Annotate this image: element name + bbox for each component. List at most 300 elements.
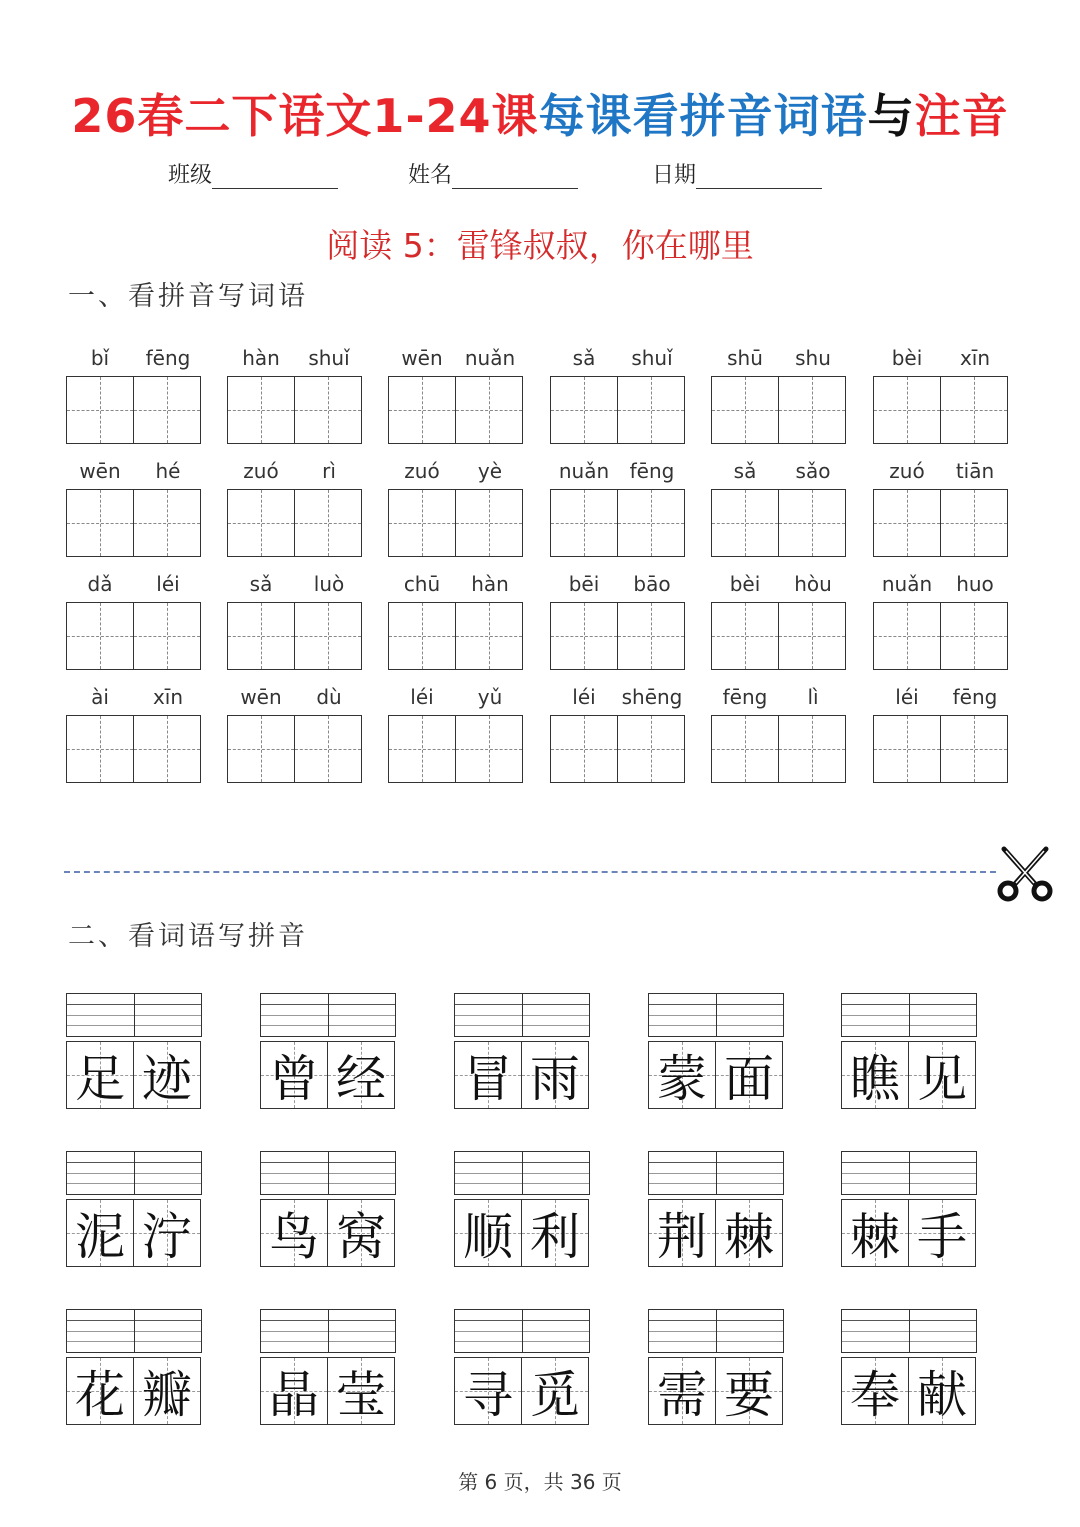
character: 蒙 <box>657 1050 707 1108</box>
character-cell <box>648 1041 716 1109</box>
pinyin-writing-cell[interactable] <box>909 994 977 1036</box>
tianzige <box>873 489 1009 557</box>
pinyin-syllable: yǔ <box>477 685 503 709</box>
tianzige <box>388 602 524 670</box>
character-cell <box>454 1357 522 1425</box>
word-item <box>66 993 202 1109</box>
writing-cell[interactable] <box>550 715 618 783</box>
writing-cell[interactable] <box>388 489 456 557</box>
character: 荆 <box>657 1208 707 1266</box>
pinyin-lines <box>648 1309 784 1353</box>
class-field <box>168 158 338 189</box>
date-blank[interactable] <box>696 164 822 189</box>
character-box <box>841 1357 977 1425</box>
student-info <box>0 158 1080 192</box>
writing-cell[interactable] <box>66 715 134 783</box>
pinyin-syllable: bèi <box>891 346 923 370</box>
writing-cell[interactable] <box>227 489 295 557</box>
pinyin-writing-cell[interactable] <box>842 1152 909 1194</box>
writing-cell[interactable] <box>779 715 846 783</box>
pinyin-writing-cell[interactable] <box>134 1152 202 1194</box>
pinyin-syllable: wēn <box>401 346 443 370</box>
pinyin-syllable: nuǎn <box>464 346 516 370</box>
character: 冒 <box>463 1050 513 1108</box>
character: 棘 <box>850 1208 900 1266</box>
writing-cell[interactable] <box>227 715 295 783</box>
tianzige <box>873 376 1009 444</box>
tianzige <box>66 489 202 557</box>
tianzige <box>711 376 847 444</box>
character-cell <box>260 1199 328 1267</box>
tianzige <box>66 602 202 670</box>
pinyin-writing-cell[interactable] <box>261 994 328 1036</box>
pinyin-syllable: nuǎn <box>558 459 610 483</box>
pinyin-item <box>227 685 363 783</box>
pinyin-row <box>66 459 202 489</box>
pinyin-item <box>711 346 847 444</box>
character-cell <box>328 1041 395 1109</box>
pinyin-syllable: xīn <box>152 685 184 709</box>
word-item <box>841 993 977 1109</box>
pinyin-syllable: xīn <box>959 346 991 370</box>
pinyin-writing-cell[interactable] <box>328 1152 396 1194</box>
character-box <box>454 1357 590 1425</box>
writing-cell[interactable] <box>711 715 779 783</box>
pinyin-writing-cell[interactable] <box>649 1310 716 1352</box>
pinyin-writing-cell[interactable] <box>522 994 590 1036</box>
pinyin-row <box>66 572 202 602</box>
character-cell <box>454 1199 522 1267</box>
writing-cell[interactable] <box>456 715 523 783</box>
character-cell <box>909 1199 976 1267</box>
pinyin-lines <box>841 1151 977 1195</box>
character-box <box>260 1357 396 1425</box>
pinyin-syllable: léi <box>572 685 596 709</box>
character-cell <box>66 1199 134 1267</box>
pinyin-syllable: sǎo <box>795 459 831 483</box>
writing-cell[interactable] <box>388 376 456 444</box>
character-cell <box>260 1357 328 1425</box>
pinyin-syllable: wēn <box>79 459 121 483</box>
pinyin-syllable: shuǐ <box>308 346 350 370</box>
character-box <box>454 1199 590 1267</box>
character: 献 <box>917 1366 967 1424</box>
pinyin-item <box>388 685 524 783</box>
pinyin-row <box>711 346 847 376</box>
pinyin-lines <box>260 1309 396 1353</box>
character: 花 <box>75 1366 125 1424</box>
writing-cell[interactable] <box>227 602 295 670</box>
character-box <box>260 1041 396 1109</box>
character: 鸟 <box>269 1208 319 1266</box>
character: 觅 <box>530 1366 580 1424</box>
pinyin-row <box>388 346 524 376</box>
tianzige <box>550 376 686 444</box>
character-box <box>841 1199 977 1267</box>
character-box <box>648 1199 784 1267</box>
pinyin-writing-cell[interactable] <box>134 1310 202 1352</box>
pinyin-syllable: hé <box>155 459 181 483</box>
pinyin-writing-cell[interactable] <box>67 1310 134 1352</box>
writing-cell[interactable] <box>66 489 134 557</box>
character-cell <box>716 1357 783 1425</box>
pinyin-syllable: sǎ <box>249 572 273 596</box>
pinyin-row <box>66 685 202 715</box>
writing-cell[interactable] <box>711 376 779 444</box>
pinyin-writing-cell[interactable] <box>134 994 202 1036</box>
tianzige <box>66 715 202 783</box>
writing-cell[interactable] <box>66 376 134 444</box>
pinyin-row <box>711 459 847 489</box>
writing-cell[interactable] <box>779 489 846 557</box>
character: 泞 <box>142 1208 192 1266</box>
character: 迹 <box>142 1050 192 1108</box>
character: 雨 <box>530 1050 580 1108</box>
tianzige <box>227 376 363 444</box>
pinyin-item <box>227 572 363 670</box>
character-cell <box>841 1357 909 1425</box>
pinyin-row <box>550 685 686 715</box>
tianzige <box>388 376 524 444</box>
character-box <box>648 1357 784 1425</box>
pinyin-syllable: hòu <box>794 572 832 596</box>
tianzige <box>873 715 1009 783</box>
character: 晶 <box>269 1366 319 1424</box>
pinyin-syllable: bāo <box>633 572 671 596</box>
word-item <box>648 1151 784 1267</box>
writing-cell[interactable] <box>711 489 779 557</box>
character-cell <box>909 1357 976 1425</box>
character: 泥 <box>75 1208 125 1266</box>
character-cell <box>716 1041 783 1109</box>
word-item <box>648 993 784 1109</box>
pinyin-row <box>873 459 1009 489</box>
pinyin-writing-cell[interactable] <box>716 1152 784 1194</box>
pinyin-syllable: bǐ <box>90 346 110 370</box>
pinyin-item <box>711 685 847 783</box>
character: 经 <box>336 1050 386 1108</box>
pinyin-writing-cell[interactable] <box>261 1152 328 1194</box>
character: 曾 <box>269 1050 319 1108</box>
writing-cell[interactable] <box>388 602 456 670</box>
pinyin-item <box>227 459 363 557</box>
character-cell <box>841 1199 909 1267</box>
pinyin-row <box>873 572 1009 602</box>
name-blank[interactable] <box>452 164 578 189</box>
pinyin-writing-cell[interactable] <box>842 1310 909 1352</box>
character-cell <box>522 1357 589 1425</box>
character-cell <box>328 1357 395 1425</box>
writing-cell[interactable] <box>618 602 685 670</box>
pinyin-lines <box>648 993 784 1037</box>
page-number: 第 6 页，共 36 页 <box>458 1470 622 1494</box>
writing-cell[interactable] <box>550 602 618 670</box>
pinyin-syllable: hàn <box>242 346 280 370</box>
pinyin-syllable: shēng <box>621 685 683 709</box>
pinyin-syllable: rì <box>322 459 336 483</box>
pinyin-writing-cell[interactable] <box>261 1310 328 1352</box>
writing-cell[interactable] <box>66 602 134 670</box>
writing-cell[interactable] <box>456 489 523 557</box>
pinyin-row <box>227 572 363 602</box>
pinyin-item <box>66 346 202 444</box>
pinyin-writing-cell[interactable] <box>716 994 784 1036</box>
name-label: 姓名 <box>408 163 453 188</box>
word-item <box>260 1151 396 1267</box>
tianzige <box>66 376 202 444</box>
pinyin-syllable: fēng <box>722 685 768 709</box>
pinyin-syllable: sǎ <box>572 346 596 370</box>
pinyin-item <box>388 346 524 444</box>
date-label: 日期 <box>652 163 697 188</box>
character-box <box>260 1199 396 1267</box>
pinyin-row <box>873 685 1009 715</box>
pinyin-item <box>711 459 847 557</box>
pinyin-syllable: bèi <box>729 572 761 596</box>
pinyin-syllable: léi <box>895 685 919 709</box>
pinyin-row <box>388 459 524 489</box>
pinyin-syllable: zuó <box>889 459 925 483</box>
part1-heading: 一、看拼音写词语 <box>68 281 308 312</box>
title-part: 注音 <box>914 89 1009 143</box>
character: 顺 <box>463 1208 513 1266</box>
character-box <box>841 1041 977 1109</box>
pinyin-row <box>550 459 686 489</box>
pinyin-lines <box>66 1151 202 1195</box>
writing-cell[interactable] <box>134 489 201 557</box>
pinyin-syllable: luò <box>313 572 345 596</box>
character-box <box>66 1199 202 1267</box>
pinyin-item <box>873 685 1009 783</box>
character: 棘 <box>724 1208 774 1266</box>
character: 寻 <box>463 1366 513 1424</box>
word-item <box>66 1151 202 1267</box>
pinyin-syllable: ài <box>91 685 109 709</box>
tianzige <box>388 715 524 783</box>
tianzige <box>227 602 363 670</box>
tianzige <box>711 489 847 557</box>
character-box <box>66 1357 202 1425</box>
class-label: 班级 <box>168 163 213 188</box>
character-cell <box>522 1041 589 1109</box>
pinyin-writing-cell[interactable] <box>455 1152 522 1194</box>
writing-cell[interactable] <box>134 376 201 444</box>
pinyin-lines <box>66 1309 202 1353</box>
character-cell <box>134 1199 201 1267</box>
writing-cell[interactable] <box>456 602 523 670</box>
word-item <box>454 1151 590 1267</box>
pinyin-item <box>388 572 524 670</box>
character-cell <box>260 1041 328 1109</box>
tianzige <box>550 602 686 670</box>
pinyin-syllable: fēng <box>145 346 191 370</box>
writing-cell[interactable] <box>456 376 523 444</box>
pinyin-syllable: hàn <box>471 572 509 596</box>
pinyin-row <box>227 685 363 715</box>
pinyin-syllable: shu <box>795 346 831 370</box>
writing-cell[interactable] <box>618 489 685 557</box>
writing-cell[interactable] <box>873 602 941 670</box>
pinyin-writing-cell[interactable] <box>649 994 716 1036</box>
pinyin-syllable: huo <box>956 572 994 596</box>
character-box <box>66 1041 202 1109</box>
pinyin-lines <box>841 993 977 1037</box>
character-cell <box>66 1041 134 1109</box>
character-cell <box>909 1041 976 1109</box>
pinyin-item <box>711 572 847 670</box>
pinyin-syllable: shū <box>727 346 763 370</box>
pinyin-row <box>711 685 847 715</box>
pinyin-syllable: zuó <box>404 459 440 483</box>
pinyin-row <box>711 572 847 602</box>
pinyin-writing-cell[interactable] <box>909 1310 977 1352</box>
tianzige <box>388 489 524 557</box>
writing-cell[interactable] <box>941 376 1008 444</box>
tianzige <box>873 602 1009 670</box>
pinyin-item <box>227 346 363 444</box>
writing-cell[interactable] <box>550 376 618 444</box>
tianzige <box>227 489 363 557</box>
pinyin-syllable: dǎ <box>87 572 113 596</box>
writing-cell[interactable] <box>873 715 941 783</box>
writing-cell[interactable] <box>550 489 618 557</box>
tianzige <box>711 715 847 783</box>
character-box <box>648 1041 784 1109</box>
word-item <box>454 1309 590 1425</box>
character-cell <box>716 1199 783 1267</box>
pinyin-syllable: lì <box>807 685 819 709</box>
character-cell <box>134 1357 201 1425</box>
writing-cell[interactable] <box>227 376 295 444</box>
word-item <box>66 1309 202 1425</box>
title-part: 每课看拼音词语 <box>538 89 868 143</box>
pinyin-item <box>388 459 524 557</box>
class-blank[interactable] <box>212 164 338 189</box>
writing-cell[interactable] <box>295 715 362 783</box>
writing-cell[interactable] <box>618 376 685 444</box>
pinyin-syllable: sǎ <box>733 459 757 483</box>
writing-cell[interactable] <box>134 602 201 670</box>
pinyin-row <box>388 572 524 602</box>
character: 手 <box>917 1208 967 1266</box>
character-cell <box>134 1041 201 1109</box>
writing-cell[interactable] <box>779 602 846 670</box>
pinyin-syllable: tiān <box>955 459 995 483</box>
pinyin-lines <box>841 1309 977 1353</box>
pinyin-item <box>873 572 1009 670</box>
pinyin-row <box>66 346 202 376</box>
pinyin-item <box>873 346 1009 444</box>
pinyin-item <box>66 685 202 783</box>
pinyin-row <box>227 346 363 376</box>
pinyin-writing-cell[interactable] <box>328 1310 396 1352</box>
writing-cell[interactable] <box>941 489 1008 557</box>
pinyin-writing-cell[interactable] <box>455 1310 522 1352</box>
pinyin-lines <box>454 993 590 1037</box>
character-cell <box>328 1199 395 1267</box>
pinyin-item <box>550 572 686 670</box>
character: 面 <box>724 1050 774 1108</box>
character-cell <box>522 1199 589 1267</box>
tianzige <box>550 489 686 557</box>
name-field <box>408 158 578 189</box>
pinyin-item <box>873 459 1009 557</box>
character: 瞧 <box>850 1050 900 1108</box>
word-item <box>260 993 396 1109</box>
page-title <box>0 80 1080 146</box>
word-item <box>648 1309 784 1425</box>
pinyin-item <box>550 459 686 557</box>
character-box <box>454 1041 590 1109</box>
pinyin-writing-cell[interactable] <box>716 1310 784 1352</box>
character: 瓣 <box>142 1366 192 1424</box>
writing-cell[interactable] <box>388 715 456 783</box>
pinyin-row <box>873 346 1009 376</box>
pinyin-syllable: shuǐ <box>631 346 673 370</box>
pinyin-row <box>550 572 686 602</box>
pinyin-item <box>66 459 202 557</box>
writing-cell[interactable] <box>618 715 685 783</box>
pinyin-writing-cell[interactable] <box>649 1152 716 1194</box>
writing-cell[interactable] <box>295 489 362 557</box>
character: 要 <box>724 1366 774 1424</box>
character: 奉 <box>850 1366 900 1424</box>
tianzige <box>711 602 847 670</box>
character-cell <box>648 1199 716 1267</box>
pinyin-writing-cell[interactable] <box>455 994 522 1036</box>
character: 莹 <box>336 1366 386 1424</box>
character-cell <box>454 1041 522 1109</box>
pinyin-item <box>550 346 686 444</box>
pinyin-writing-cell[interactable] <box>328 994 396 1036</box>
pinyin-row <box>550 346 686 376</box>
pinyin-row <box>227 459 363 489</box>
character: 利 <box>530 1208 580 1266</box>
pinyin-writing-cell[interactable] <box>67 994 134 1036</box>
writing-cell[interactable] <box>134 715 201 783</box>
pinyin-syllable: léi <box>410 685 434 709</box>
pinyin-lines <box>454 1151 590 1195</box>
writing-cell[interactable] <box>711 602 779 670</box>
pinyin-writing-cell[interactable] <box>842 994 909 1036</box>
pinyin-item <box>66 572 202 670</box>
writing-cell[interactable] <box>873 489 941 557</box>
pinyin-syllable: fēng <box>629 459 675 483</box>
writing-cell[interactable] <box>941 715 1008 783</box>
writing-cell[interactable] <box>295 376 362 444</box>
pinyin-syllable: léi <box>156 572 180 596</box>
word-item <box>260 1309 396 1425</box>
pinyin-syllable: yè <box>477 459 503 483</box>
pinyin-writing-cell[interactable] <box>522 1310 590 1352</box>
pinyin-syllable: bēi <box>568 572 600 596</box>
pinyin-writing-cell[interactable] <box>522 1152 590 1194</box>
part2-heading: 二、看词语写拼音 <box>68 921 308 952</box>
date-field <box>652 158 822 189</box>
word-item <box>841 1151 977 1267</box>
pinyin-writing-cell[interactable] <box>909 1152 977 1194</box>
pinyin-syllable: fēng <box>952 685 998 709</box>
pinyin-writing-cell[interactable] <box>67 1152 134 1194</box>
pinyin-syllable: dù <box>316 685 342 709</box>
writing-cell[interactable] <box>873 376 941 444</box>
title-part: 26春二下语文1-24课 <box>71 89 539 143</box>
writing-cell[interactable] <box>779 376 846 444</box>
writing-cell[interactable] <box>295 602 362 670</box>
writing-cell[interactable] <box>941 602 1008 670</box>
character: 需 <box>657 1366 707 1424</box>
tianzige <box>550 715 686 783</box>
